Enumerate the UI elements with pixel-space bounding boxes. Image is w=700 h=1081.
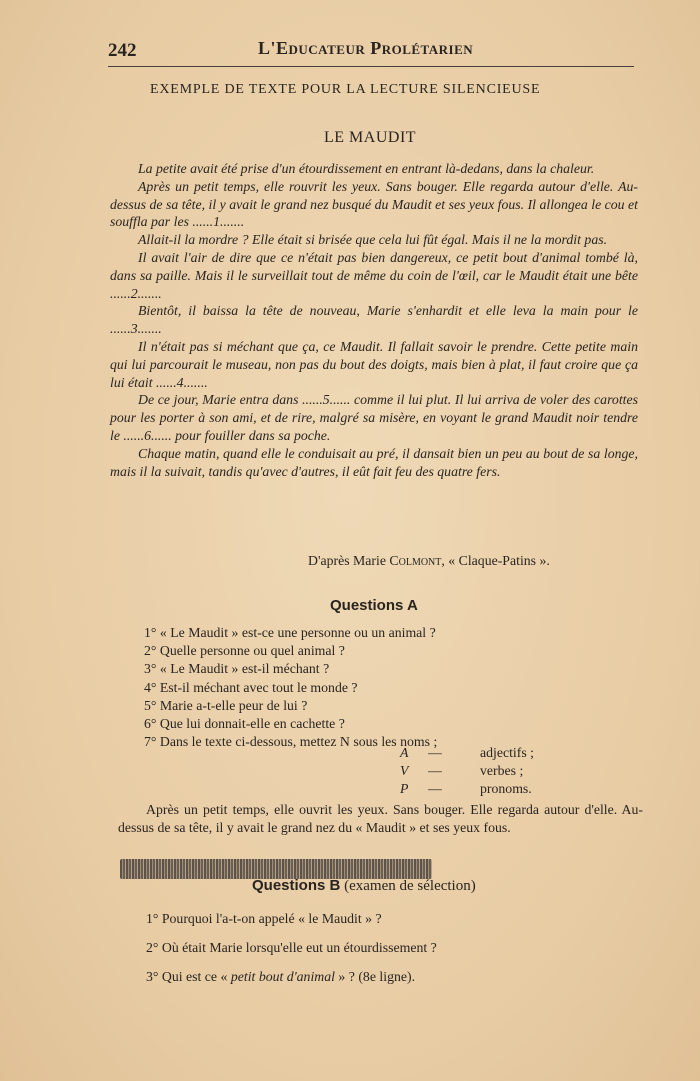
text-paragraph: Il avait l'air de dire que ce n'était pas bien dangereux, ce petit bout d'animal tombé là, dans sa paille. Mais il le surveillait tout de même du coin de l'œil, car le Maudit était une bête ......2....... — [110, 249, 638, 301]
question-item: 2° Où était Marie lorsqu'elle eut un étourdissement ? — [146, 940, 437, 955]
question-item: 5° Marie a-t-elle peur de lui ? — [144, 697, 308, 713]
page-header — [108, 36, 634, 67]
legend-dash: — — [428, 745, 442, 760]
legend-row — [400, 762, 534, 780]
text-paragraph: Il n'était pas si méchant que ça, ce Maudit. Il fallait savoir le prendre. Cette petite main qui lui parcourait le museau, non pas du bout des doigts, mais bien à plat, il faut croire que ça lui était ......4....... — [110, 338, 638, 390]
legend-key: A — [400, 745, 409, 760]
excerpt-paragraph: Après un petit temps, elle ouvrit les yeux. Sans bouger. Elle regarda autour d'elle. Au-dessus de sa tête, il y avait le grand nez du « Maudit » et ses yeux fous. — [118, 802, 643, 835]
legend-dash: — — [428, 763, 442, 778]
questions-b-title — [252, 877, 476, 895]
section-subtitle: EXEMPLE DE TEXTE POUR LA LECTURE SILENCIEUSE — [150, 82, 541, 97]
questions-b-subheading: (examen de sélection) — [340, 878, 476, 894]
attribution — [308, 553, 550, 569]
legend-label: pronoms. — [480, 781, 532, 796]
legend-key: P — [400, 781, 409, 796]
question-item: 2° Quelle personne ou quel animal ? — [144, 643, 345, 659]
question-prefix: 3° Qui est ce « — [146, 969, 231, 984]
attribution-source: , « Claque-Patins ». — [441, 553, 550, 568]
question-item: 6° Que lui donnait-elle en cachette ? — [144, 716, 345, 732]
reading-text — [110, 160, 638, 480]
legend-row — [400, 744, 534, 762]
legend-label: adjectifs ; — [480, 745, 535, 760]
text-paragraph: De ce jour, Marie entra dans ......5...... comme il lui plut. Il lui arriva de voler des carottes pour les porter à son ami, et de rire, malgré sa misère, en voyant le grand Maudit noir tendre le ......6...... pour fouiller dans sa poche. — [110, 392, 638, 443]
questions-b-heading: Questions B — [252, 877, 341, 894]
question-item: 1° Pourquoi l'a-t-on appelé « le Maudit » ? — [146, 911, 382, 926]
question-item: 7° Dans le texte ci-dessous, mettez N sous les noms ; — [144, 734, 438, 750]
legend-row — [400, 780, 534, 798]
question-suffix: » ? (8e ligne). — [334, 969, 416, 984]
question-item: 4° Est-il méchant avec tout le monde ? — [144, 679, 358, 695]
text-paragraph: Allait-il la mordre ? Elle était si brisée que cela lui fût égal. Mais il ne la mordit pas. — [138, 232, 608, 248]
question-item: 3° « Le Maudit » est-il méchant ? — [144, 661, 330, 677]
grammar-legend — [400, 744, 534, 798]
questions-b-list — [146, 904, 437, 991]
legend-key: V — [400, 763, 409, 778]
legend-label: verbes ; — [480, 763, 524, 778]
page-number: 242 — [108, 40, 137, 61]
excerpt-text — [118, 801, 643, 837]
questions-a-list — [144, 624, 437, 751]
question-item: 1° « Le Maudit » est-ce une personne ou un animal ? — [144, 625, 436, 640]
question-item — [146, 962, 437, 991]
question-quote: petit bout d'animal — [230, 969, 335, 984]
legend-dash: — — [428, 781, 442, 796]
attribution-author: Colmont — [389, 553, 442, 568]
text-title: LE MAUDIT — [324, 129, 417, 146]
text-paragraph: La petite avait été prise d'un étourdissement en entrant là-dedans, dans la chaleur. — [138, 161, 595, 176]
text-paragraph: Bientôt, il baissa la tête de nouveau, Marie s'enhardit et elle leva la main pour le ......3....... — [110, 303, 638, 337]
journal-title: L'Educateur Prolétarien — [258, 38, 474, 58]
text-paragraph: Après un petit temps, elle rouvrit les yeux. Sans bouger. Elle regarda autour d'elle. Au-dessus de sa tête, il y avait le grand nez busqué du Maudit et ses yeux fous. Il allongea le cou et souffla par les ......1....... — [110, 178, 638, 230]
ink-smudge — [120, 859, 432, 879]
questions-a-title: Questions A — [330, 597, 418, 614]
attribution-prefix: D'après Marie — [308, 553, 390, 568]
text-paragraph: Chaque matin, quand elle le conduisait au pré, il dansait bien un peu au bout de sa longe, mais il la suivait, tandis qu'avec d'autres, il eût fait feu des quatre fers. — [110, 445, 638, 479]
